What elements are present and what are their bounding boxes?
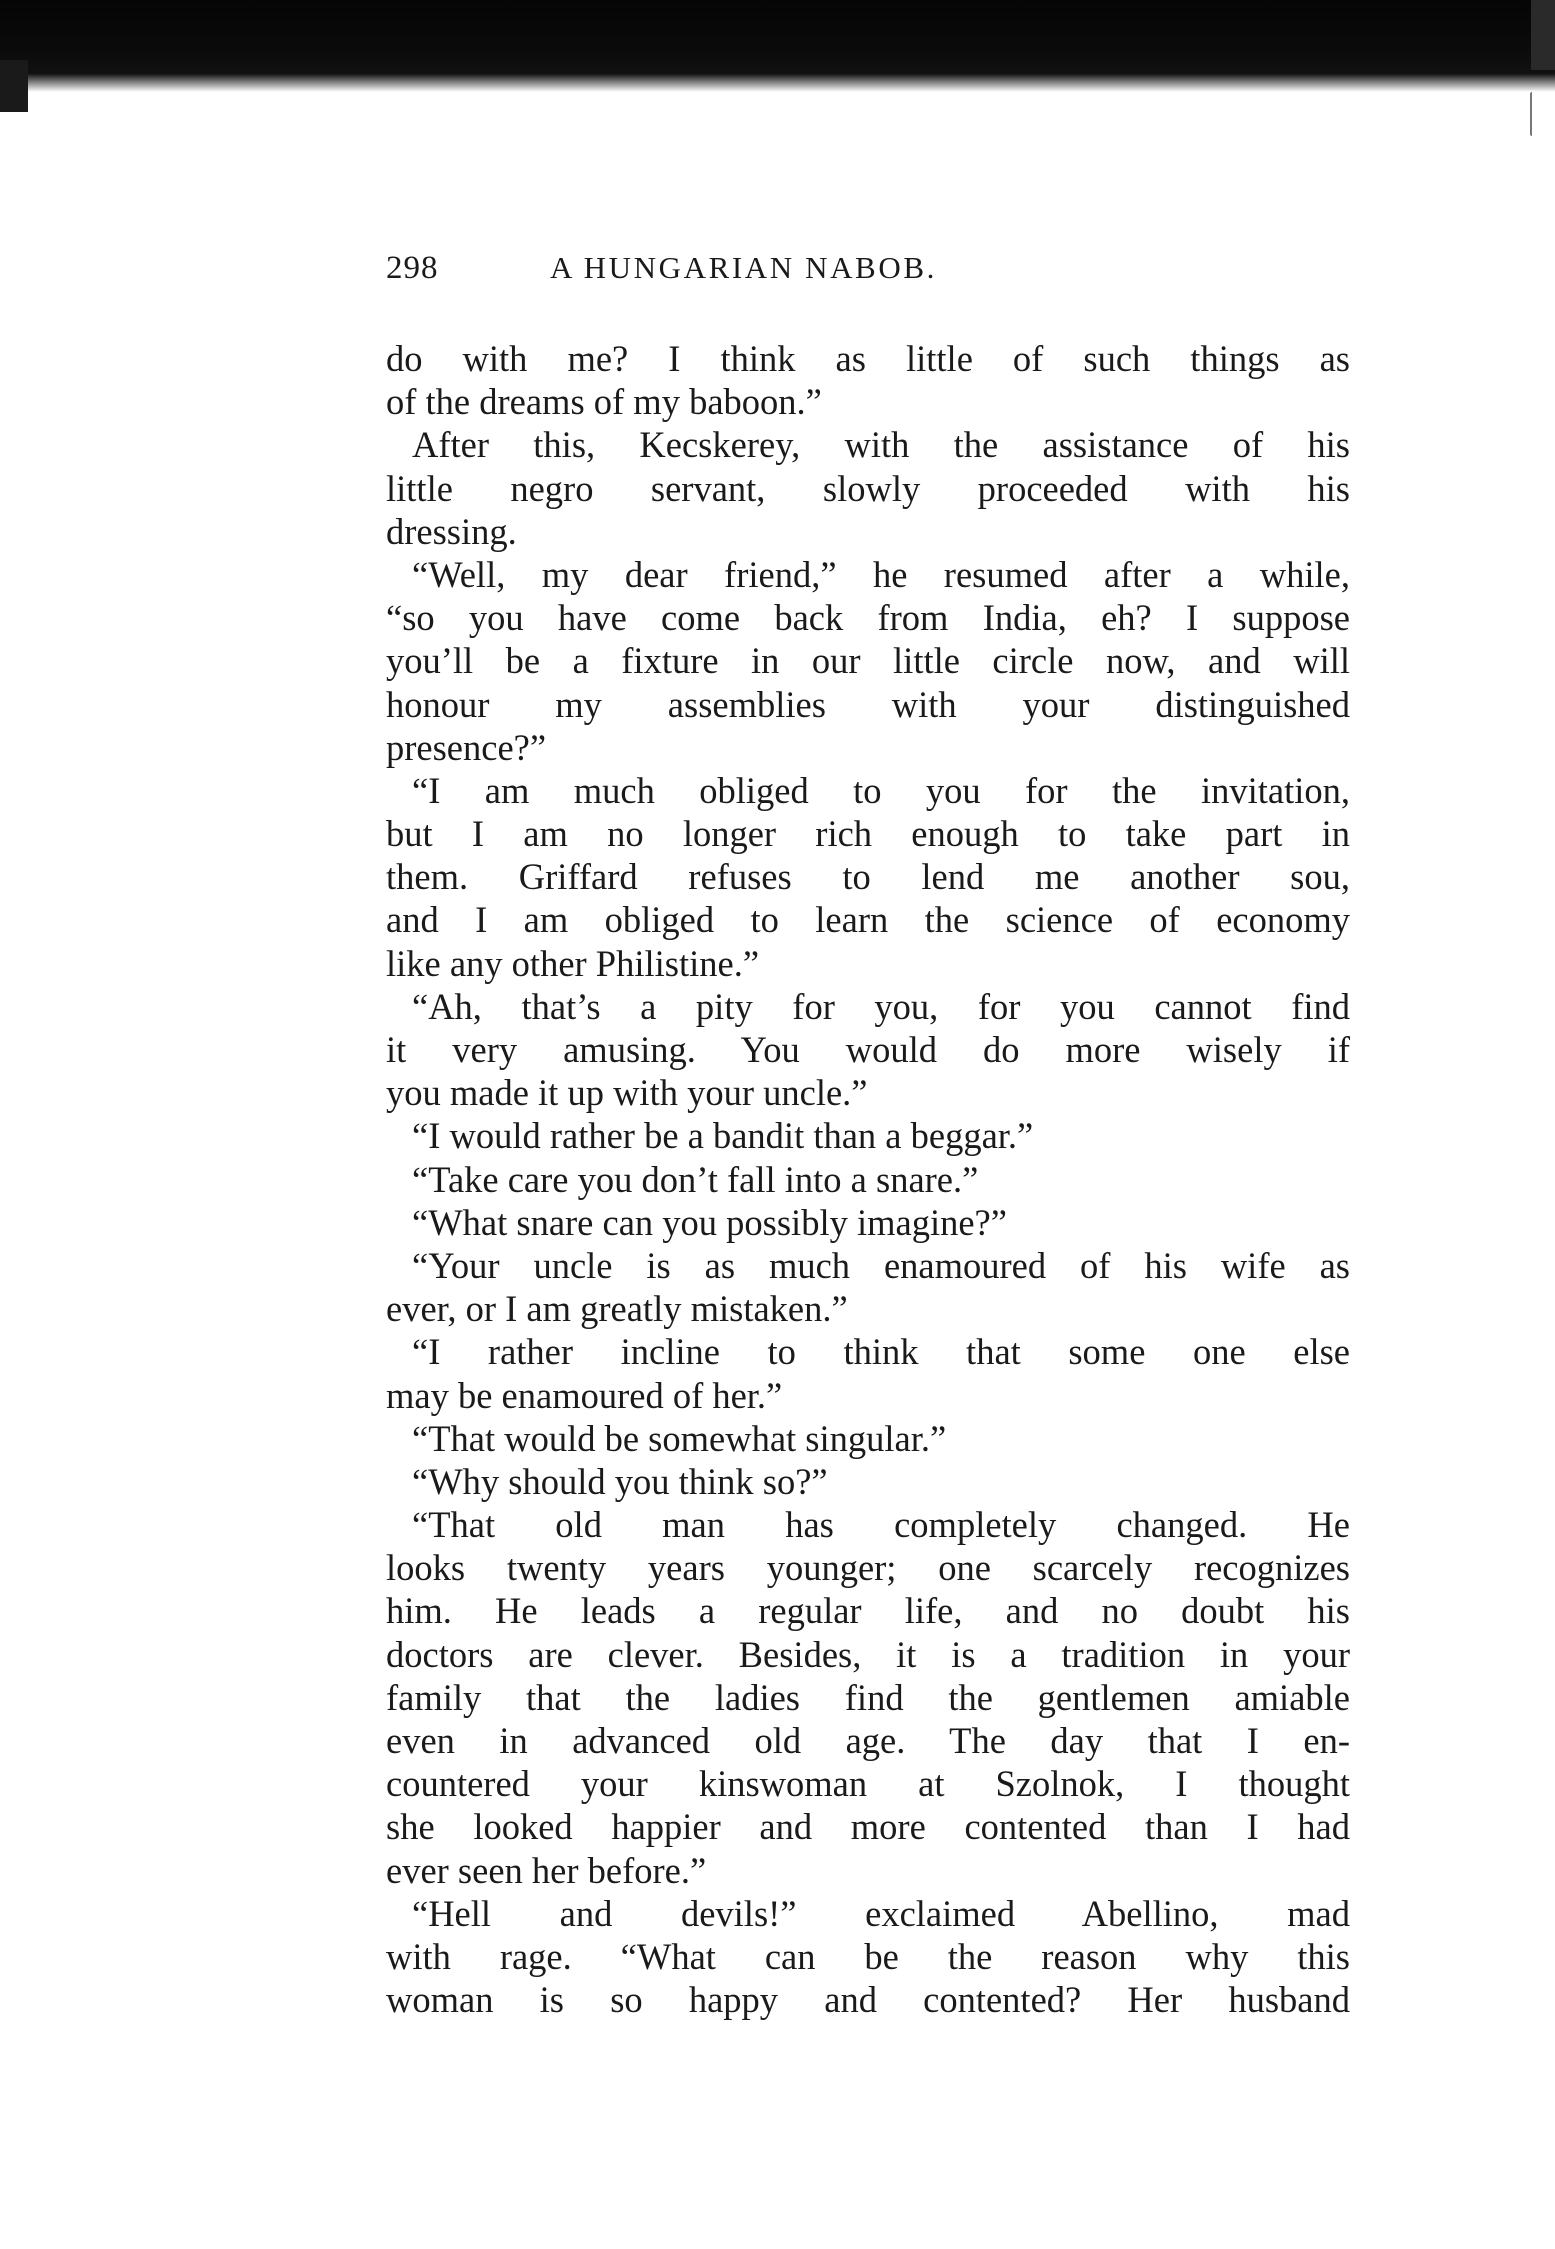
text-line: “Hell and devils!” exclaimed Abellino, mad	[412, 1892, 1350, 1934]
text-line: them. Griffard refuses to lend me another sou,	[386, 856, 1350, 898]
scan-edge-top	[0, 0, 1555, 92]
text-line: dressing.	[386, 510, 517, 552]
text-line: like any other Philistine.”	[386, 942, 760, 984]
running-head	[386, 250, 1166, 300]
text-line: “I rather incline to think that some one else	[412, 1331, 1350, 1373]
text-line: “Your uncle is as much enamoured of his wife as	[412, 1244, 1350, 1286]
text-line: After this, Kecskerey, with the assistance of his	[412, 424, 1350, 466]
text-line: woman is so happy and contented? Her husband	[386, 1979, 1350, 2021]
text-line: “I am much obliged to you for the invitation,	[412, 769, 1350, 811]
text-line: “Ah, that’s a pity for you, for you cannot find	[412, 985, 1350, 1027]
text-line: little negro servant, slowly proceeded with his	[386, 467, 1350, 509]
scan-edge-right	[1531, 0, 1555, 70]
scan-edge-left	[0, 60, 28, 112]
page-number: 298	[386, 250, 439, 286]
text-line: honour my assemblies with your distinguished	[386, 683, 1350, 725]
text-line: “Take care you don’t fall into a snare.”	[412, 1158, 979, 1200]
text-line: presence?”	[386, 726, 547, 768]
book-title: A HUNGARIAN NABOB.	[550, 250, 937, 285]
text-line: and I am obliged to learn the science of economy	[386, 899, 1350, 941]
text-line: you’ll be a fixture in our little circle now, and will	[386, 640, 1350, 682]
text-line: “That would be somewhat singular.”	[412, 1417, 947, 1459]
text-line: him. He leads a regular life, and no doubt his	[386, 1590, 1350, 1632]
text-line: ever, or I am greatly mistaken.”	[386, 1288, 848, 1330]
text-line: it very amusing. You would do more wisely if	[386, 1029, 1350, 1070]
text-line: “What snare can you possibly imagine?”	[412, 1201, 1007, 1243]
text-line: “Well, my dear friend,” he resumed after a while,	[412, 553, 1350, 595]
text-line: “Why should you think so?”	[412, 1460, 828, 1502]
text-line: doctors are clever. Besides, it is a tradition in your	[386, 1633, 1350, 1675]
text-line: do with me? I think as little of such things as	[386, 338, 1350, 379]
text-line: may be enamoured of her.”	[386, 1374, 783, 1416]
text-line: “That old man has completely changed. He	[412, 1504, 1350, 1546]
page-edge-mark	[1530, 92, 1535, 136]
text-line: “I would rather be a bandit than a beggar.”	[412, 1115, 1034, 1157]
text-line: ever seen her before.”	[386, 1849, 707, 1891]
text-line: with rage. “What can be the reason why this	[386, 1935, 1350, 1977]
text-line: you made it up with your uncle.”	[386, 1072, 868, 1114]
text-line: even in advanced old age. The day that I en-	[386, 1720, 1350, 1761]
text-line: “so you have come back from India, eh? I suppose	[386, 597, 1350, 639]
text-line: of the dreams of my baboon.”	[386, 381, 822, 423]
text-line: countered your kinswoman at Szolnok, I thought	[386, 1763, 1350, 1805]
text-line: but I am no longer rich enough to take part in	[386, 813, 1350, 855]
text-line: she looked happier and more contented than I had	[386, 1806, 1350, 1848]
text-line: looks twenty years younger; one scarcely recognizes	[386, 1547, 1350, 1589]
body-text	[386, 337, 1350, 2021]
text-line: family that the ladies find the gentlemen amiable	[386, 1676, 1350, 1718]
